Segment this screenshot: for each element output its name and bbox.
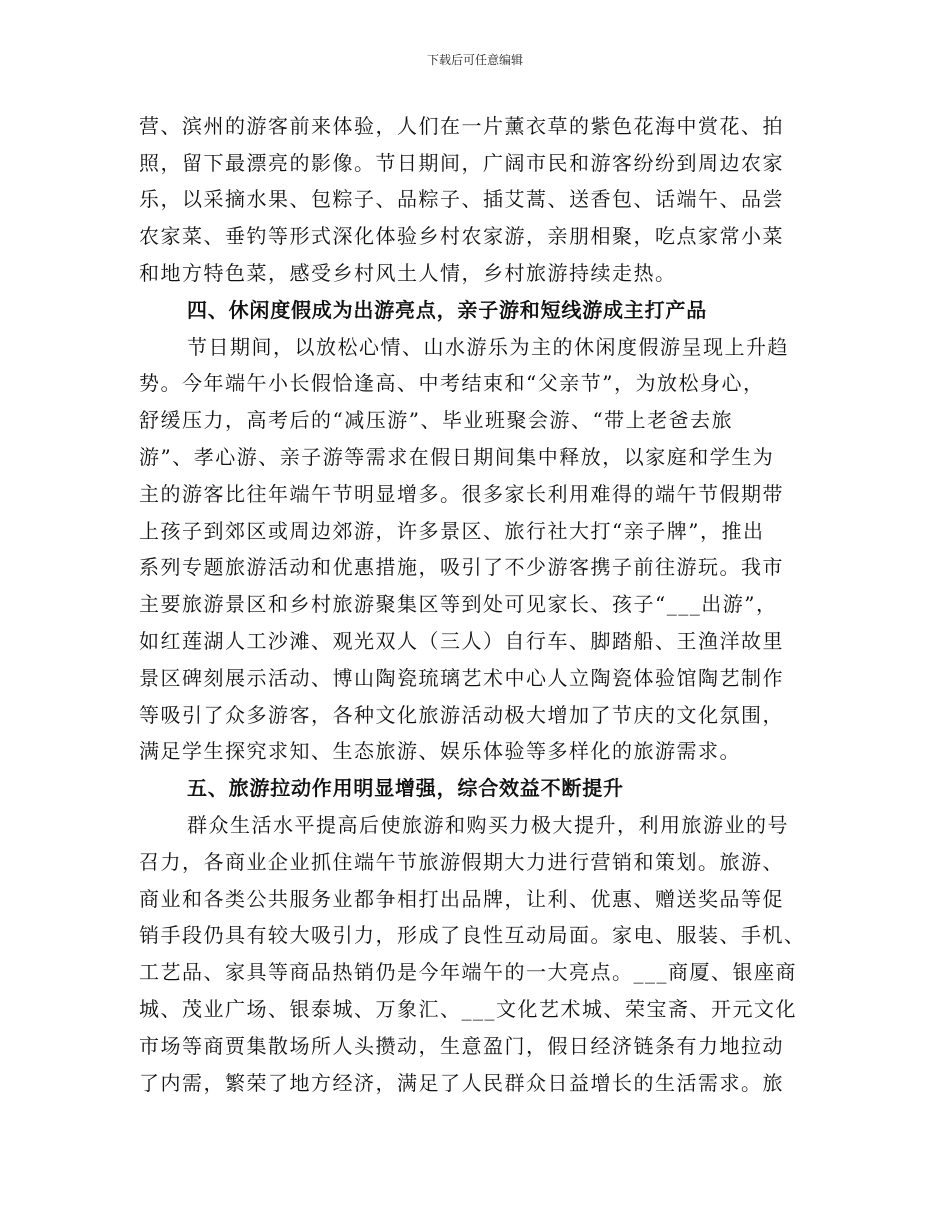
- paragraph-first-line: 节日期间，以放松心情、山水游乐为主的休闲度假游呈现上升趋: [187, 335, 789, 359]
- section-heading: 五、旅游拉动作用明显增强，综合效益不断提升: [187, 776, 624, 800]
- body-line: 了内需，繁荣了地方经济，满足了人民群众日益增长的生活需求。旅: [139, 1071, 784, 1095]
- body-line: 游”、孝心游、亲子游等需求在假日期间集中释放，以家庭和学生为: [139, 445, 775, 469]
- body-line: 销手段仍具有较大吸引力，形成了良性互动局面。家电、服装、手机、: [139, 923, 806, 947]
- body-line: 工艺品、家具等商品热销仍是今年端午的一大亮点。___商厦、银座商: [139, 960, 797, 984]
- page-header: 下载后可任意编辑: [426, 53, 523, 67]
- body-line: 乐，以采摘水果、包粽子、品粽子、插艾蒿、送香包、话端午、品尝: [139, 187, 784, 211]
- body-line: 营、滨州的游客前来体验，人们在一片薰衣草的紫色花海中赏花、拍: [139, 114, 784, 138]
- body-line: 上孩子到郊区或周边郊游，许多景区、旅行社大打“亲子牌”，推出: [139, 519, 765, 543]
- body-line: 城、茂业广场、银泰城、万象汇、___文化艺术城、荣宝斋、开元文化: [139, 997, 797, 1021]
- body-line: 如红莲湖人工沙滩、观光双人（三人）自行车、脚踏船、王渔洋故里: [139, 629, 784, 653]
- body-line: 农家菜、垂钓等形式深化体验乡村农家游，亲朋相聚，吃点家常小菜: [139, 224, 784, 248]
- body-line: 等吸引了众多游客，各种文化旅游活动极大增加了节庆的文化氛围，: [139, 703, 784, 727]
- body-line: 主的游客比往年端午节明显增多。很多家长利用难得的端午节假期带: [139, 482, 784, 506]
- body-line: 召力，各商业企业抓住端午节旅游假期大力进行营销和策划。旅游、: [139, 850, 784, 874]
- body-line: 市场等商贾集散场所人头攒动，生意盈门，假日经济链条有力地拉动: [139, 1034, 784, 1058]
- body-line: 商业和各类公共服务业都争相打出品牌，让利、优惠、赠送奖品等促: [139, 887, 784, 911]
- body-line: 势。今年端午小长假恰逢高、中考结束和“父亲节”，为放松身心，: [139, 371, 765, 395]
- body-line: 和地方特色菜，感受乡村风土人情，乡村旅游持续走热。: [139, 261, 677, 285]
- body-line: 满足学生探究求知、生态旅游、娱乐体验等多样化的旅游需求。: [139, 739, 741, 763]
- body-line: 系列专题旅游活动和优惠措施，吸引了不少游客携子前往游玩。我市: [139, 555, 784, 579]
- section-heading: 四、休闲度假成为出游亮点，亲子游和短线游成主打产品: [187, 298, 707, 322]
- body-line: 照，留下最漂亮的影像。节日期间，广阔市民和游客纷纷到周边农家: [139, 151, 784, 175]
- paragraph-first-line: 群众生活水平提高后使旅游和购买力极大提升，利用旅游业的号: [187, 813, 789, 837]
- body-line: 主要旅游景区和乡村旅游聚集区等到处可见家长、孩子“___出游”，: [139, 592, 778, 616]
- body-line: 舒缓压力，高考后的“减压游”、毕业班聚会游、“带上老爸去旅: [139, 408, 734, 432]
- body-line: 景区碑刻展示活动、博山陶瓷琉璃艺术中心人立陶瓷体验馆陶艺制作: [139, 666, 784, 690]
